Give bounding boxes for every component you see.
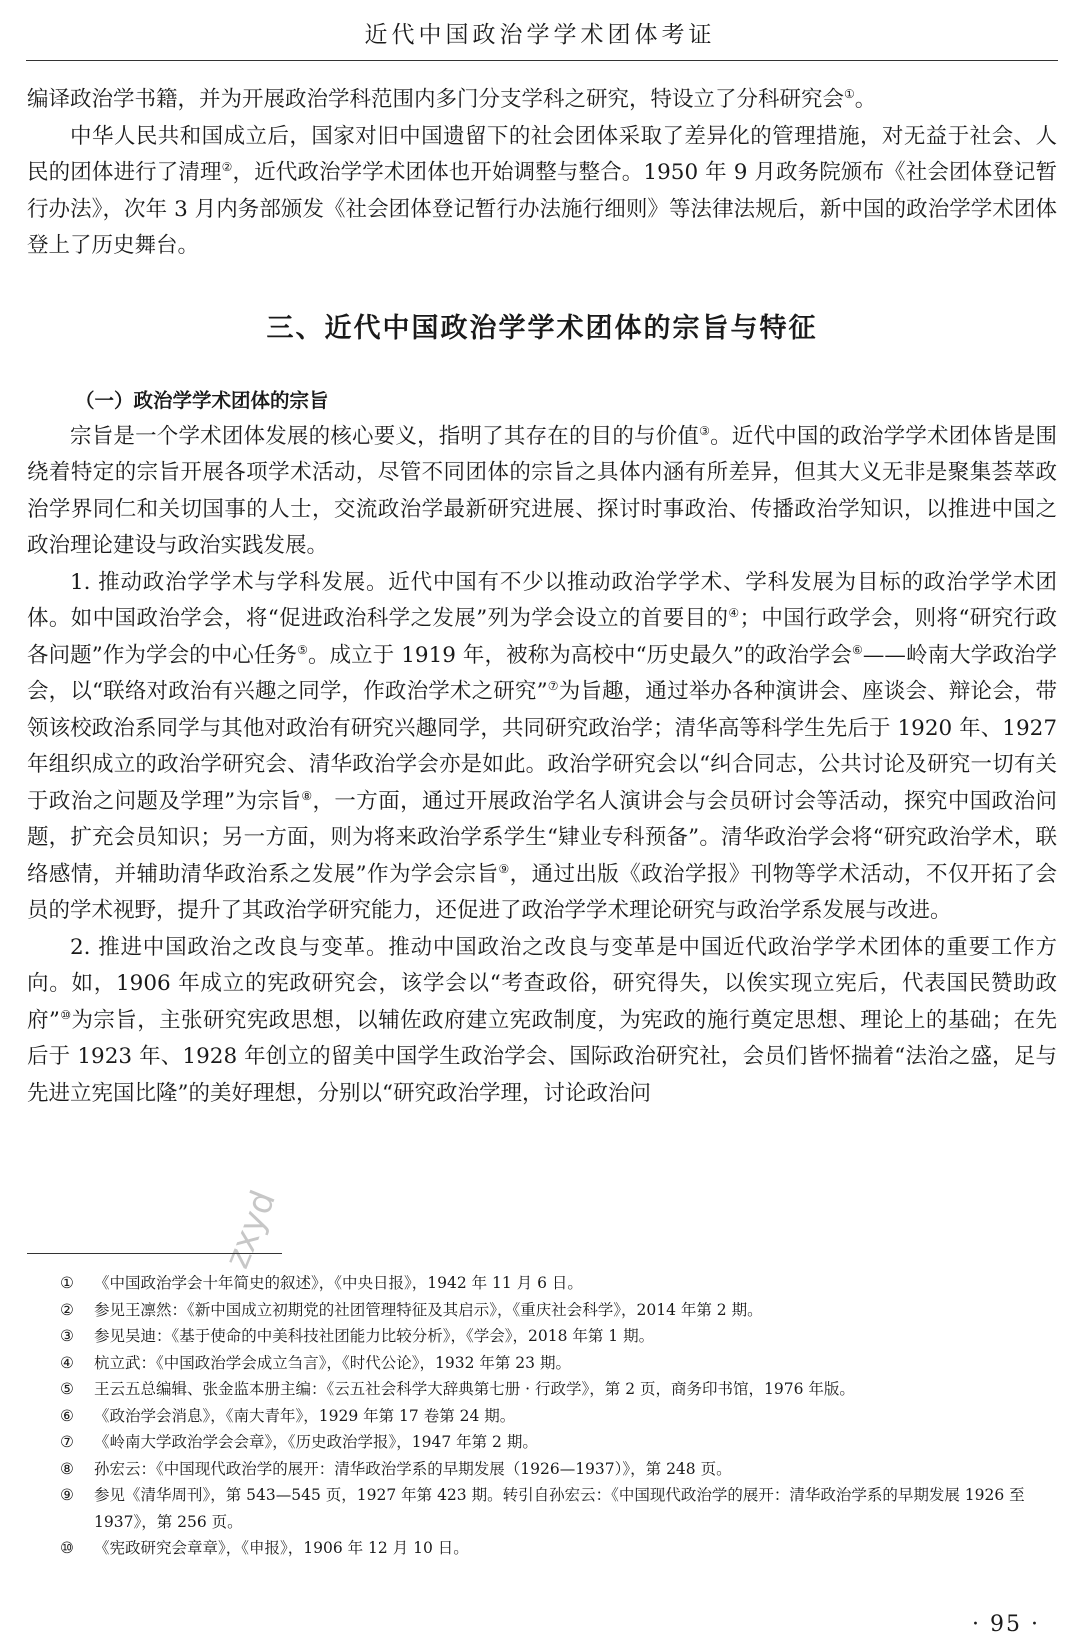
footnote-item [60,1403,1060,1430]
footnote-item [60,1535,1060,1562]
footnote-mark: ① [60,1274,74,1292]
paragraph-text: 编译政治学书籍，并为开展政治学科范围内多门分支学科之研究，特设立了分科研究会 [27,87,845,112]
paragraph-continuation: 编译政治学书籍，并为开展政治学科范围内多门分支学科之研究，特设立了分科研究会①。 [27,86,877,112]
footnote-mark: ⑦ [60,1433,74,1451]
footnote-text: 参见王凛然：《新中国成立初期党的社团管理特征及其启示》，《重庆社会科学》，2014 年第 2 期。 [94,1300,763,1319]
paragraph [27,565,1057,930]
footnote-ref[interactable]: ⑦ [547,678,559,693]
footnote-ref[interactable]: ⑩ [59,1007,72,1022]
paragraph [27,119,1057,265]
subsection-heading: （一）政治学学术团体的宗旨 [75,388,329,412]
footnote-text: 《中国政治学会十年简史的叙述》，《中央日报》，1942 年 11 月 6 日。 [94,1274,583,1292]
footnote-mark: ⑧ [60,1459,74,1478]
footnote-text: 孙宏云：《中国现代政治学的展开：清华政治学系的早期发展（1926—1937）》，第 248 页。 [94,1459,732,1478]
footnote-text: 《岭南大学政治学会会章》，《历史政治学报》，1947 年第 2 期。 [94,1433,538,1451]
footnote-mark: ③ [60,1327,74,1345]
footnote-ref[interactable]: ⑥ [852,642,863,657]
paragraph-text: ，一方面，通过开展政治学名人演讲会与会员研讨会等活动，探究中国政治问题，扩充会员知识；另一方面，则为将来政治学系学生“肄业专科预备”。清华政治学会将“研究政治学术，联络感情，并辅助清华政治系之发展”作为学会宗旨 [27,788,1057,887]
footnote-item [60,1270,1060,1297]
footnote-text: 参见《清华周刊》，第 543—545 页，1927 年第 423 期。转引自孙宏云：《中国现代政治学的展开：清华政治学系的早期发展 1926 至 1937》，第 256 页。 [94,1486,1025,1531]
footnote-ref[interactable]: ④ [728,605,740,620]
paragraph-text: 宗旨是一个学术团体发展的核心要义，指明了其存在的目的与价值 [70,423,700,449]
footnote-mark: ⑥ [60,1406,74,1425]
paragraph-text: 中华人民共和国成立后，国家对旧中国遗留下的社会团体采取了差异化的管理措施，对无益于社会、人民的团体进行了清理 [27,123,1057,185]
paragraph-text: 。成立于 1919 年，被称为高校中“历史最久”的政治学会 [307,642,853,668]
paragraph-text: 为宗旨，主张研究宪政思想，以辅佐政府建立宪政制度，为宪政的施行奠定思想、理论上的基础；在先后于 1923 年、1928 年创立的留美中国学生政治学会、国际政治研究社，会员们皆怀揣着“法治之盛，足与先进立宪国比隆”的美好理想，分别以“研究政治学理，讨论政治问 [27,1007,1057,1106]
footnote-ref[interactable]: ① [844,86,855,101]
section-heading: 三、近代中国政治学学术团体的宗旨与特征 [266,312,818,344]
paragraph-text: 2. 推进中国政治之改良与变革。推动中国政治之改良与变革是中国近代政治学学术团体的重要工作方向。如，1906 年成立的宪政研究会，该学会以“考查政俗，研究得失，以俟实现立宪后，代表国民赞助政府” [27,934,1057,1033]
footnote-mark: ⑨ [60,1486,74,1504]
footnote-mark: ⑤ [60,1380,74,1398]
footnote-item [60,1323,1060,1350]
footnote-mark: ② [60,1300,74,1319]
footnote-item [60,1376,1060,1403]
paragraph-text: ，通过出版《政治学报》刊物等学术活动，不仅开拓了会员的学术视野，提升了其政治学研究能力，还促进了政治学学术理论研究与政治学系发展与改进。 [27,861,1057,923]
footnote-mark: ④ [60,1353,74,1372]
footnote-ref[interactable]: ② [221,159,233,174]
header-rule [26,60,1058,61]
footnote-item [60,1456,1060,1483]
footnote-ref[interactable]: ⑨ [498,861,510,876]
paragraph-text: ；中国行政学会，则将“研究行政各问题”作为学会的中心任务 [27,606,1057,668]
watermark-stamp [196,1171,304,1284]
footnote-mark: ⑩ [60,1539,74,1557]
footnote-text: 王云五总编辑、张金监本册主编：《云五社会科学大辞典第七册 · 行政学》，第 2 页，商务印书馆，1976 年版。 [94,1380,855,1398]
paragraph [27,419,1057,565]
footnote-text: 参见吴迪：《基于使命的中美科技社团能力比较分析》，《学会》，2018 年第 1 期。 [94,1327,655,1345]
footnote-item [60,1429,1060,1456]
main-text [27,82,1057,1112]
footnote-text: 《政治学会消息》，《南大青年》，1929 年第 17 卷第 24 期。 [94,1406,516,1425]
paragraph-text: 1. 推动政治学学术与学科发展。近代中国有不少以推动政治学学术、学科发展为目标的政治学学术团体。如中国政治学会，将“促进政治科学之发展”列为学会设立的首要目的 [27,569,1057,631]
paragraph [27,930,1057,1113]
footnote-text: 杭立武：《中国政治学会成立刍言》，《时代公论》，1932 年第 23 期。 [94,1353,571,1372]
paragraph-text: 。近代中国的政治学学术团体皆是围绕着特定的宗旨开展各项学术活动，尽管不同团体的宗旨之具体内涵有所差异，但其大义无非是聚集荟萃政治学界同仁和关切国事的人士，交流政治学最新研究进展、探讨时事政治、传播政治学知识，以推进中国之政治理论建设与政治实践发展。 [27,423,1057,558]
footnote-ref[interactable]: ③ [699,423,711,438]
footnote-item [60,1350,1060,1377]
watermark-text: zxyd [217,1185,284,1274]
footnote-list [60,1270,1060,1562]
paragraph-text: ，近代政治学学术团体也开始调整与整合。1950 年 9 月政务院颁布《社会团体登记暂行办法》，次年 3 月内务部颁发《社会团体登记暂行办法施行细则》等法律法规后，新中国的政治学学术团体登上了历史舞台。 [27,160,1057,258]
footnote-ref[interactable]: ⑤ [297,642,308,657]
footnote-item [60,1482,1060,1535]
footnote-ref[interactable]: ⑧ [301,788,313,803]
footnote-rule [27,1253,282,1254]
footnote-item [60,1297,1060,1324]
paragraph-text: ——岭南大学政治学会，以“联络对政治有兴趣之同学，作政治学术之研究” [27,642,1057,704]
page-number: · 95 · [972,1612,1040,1637]
paragraph-text: 为旨趣，通过举办各种演讲会、座谈会、辩论会，带领该校政治系同学与其他对政治有研究兴趣同学，共同研究政治学；清华高等科学生先后于 1920 年、1927 年组织成立的政治学研究会、清华政治学会亦是如此。政治学研究会以“纠合同志，公共讨论及研究一切有关于政治之问题及学理”为宗旨 [27,679,1057,814]
running-head-title: 近代中国政治学学术团体考证 [364,22,716,48]
footnote-text: 《宪政研究会章章》，《申报》，1906 年 12 月 10 日。 [94,1539,469,1557]
